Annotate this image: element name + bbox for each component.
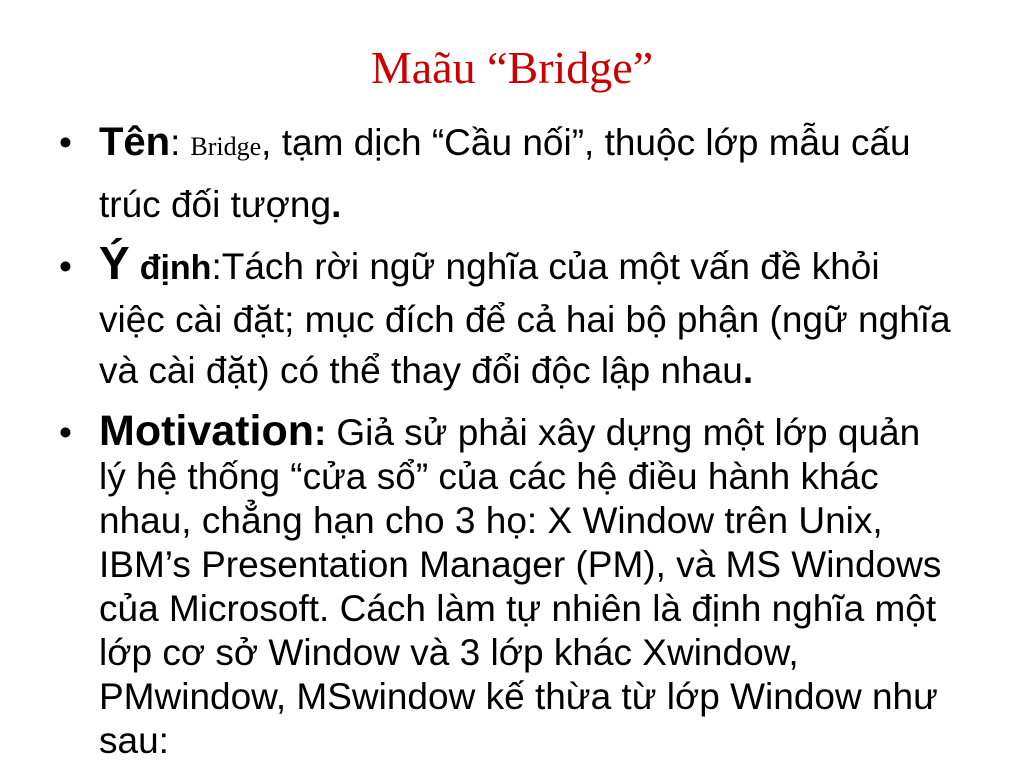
- bullet-item-intent: [99, 238, 951, 396]
- bullet-icon: [59, 411, 99, 455]
- bullet-icon: [59, 241, 99, 292]
- bullet-text: :Tách rời ngữ nghĩa của một vấn đề khỏi: [211, 246, 880, 287]
- bullet-label-separator: :: [170, 122, 181, 163]
- bullet-label-separator: :: [313, 412, 327, 453]
- bullet-text-line: của Microsoft. Cách làm tự nhiên là định nghĩa một: [99, 588, 937, 629]
- bullet-end-mark: .: [331, 184, 342, 225]
- bullet-text: và cài đặt) có thể thay đổi độc lập nhau: [99, 350, 743, 391]
- bullet-text-line: IBM’s Presentation Manager (PM), và MS Windows: [99, 544, 942, 585]
- bullet-text-line: sau:: [99, 720, 169, 761]
- bullet-text: , tạm dịch “Cầu nối”, thuộc lớp mẫu cấu: [261, 122, 911, 163]
- bullet-text-line: [99, 113, 911, 176]
- bullet-text-line: nhau, chẳng hạn cho 3 họ: X Window trên Unix,: [99, 500, 883, 541]
- bullet-item-name: [99, 113, 911, 234]
- bullet-text-line: lớp cơ sở Window và 3 lớp khác Xwindow,: [99, 632, 799, 673]
- bullet-icon: [59, 114, 99, 172]
- bullet-text: Giả sử phải xây dựng một lớp quản: [336, 412, 921, 453]
- bullet-label: Ý: [99, 237, 130, 289]
- bullet-label-rest: định: [139, 249, 212, 287]
- bullet-label: Motivation: [99, 407, 314, 455]
- slide-title: Maãu “Bridge”: [370, 42, 654, 93]
- bullet-text-line: [99, 345, 951, 396]
- bullet-text-line: [99, 409, 941, 455]
- bullet-text-line: [99, 238, 951, 294]
- bullet-text-line: PMwindow, MSwindow kế thừa từ lớp Window như: [99, 676, 938, 717]
- bullet-text-line: [99, 176, 911, 234]
- bullet-label: Tên: [99, 120, 171, 164]
- pattern-term: Bridge: [190, 132, 262, 161]
- bullet-text-line: lý hệ thống “cửa sổ” của các hệ điều hành khác: [99, 456, 879, 497]
- bullet-text: trúc đối tượng: [99, 184, 332, 225]
- bullet-end-mark: .: [742, 350, 754, 391]
- bullet-item-motivation: [99, 409, 941, 763]
- bullet-text-line: việc cài đặt; mục đích để cả hai bộ phận (ngữ nghĩa: [99, 299, 951, 340]
